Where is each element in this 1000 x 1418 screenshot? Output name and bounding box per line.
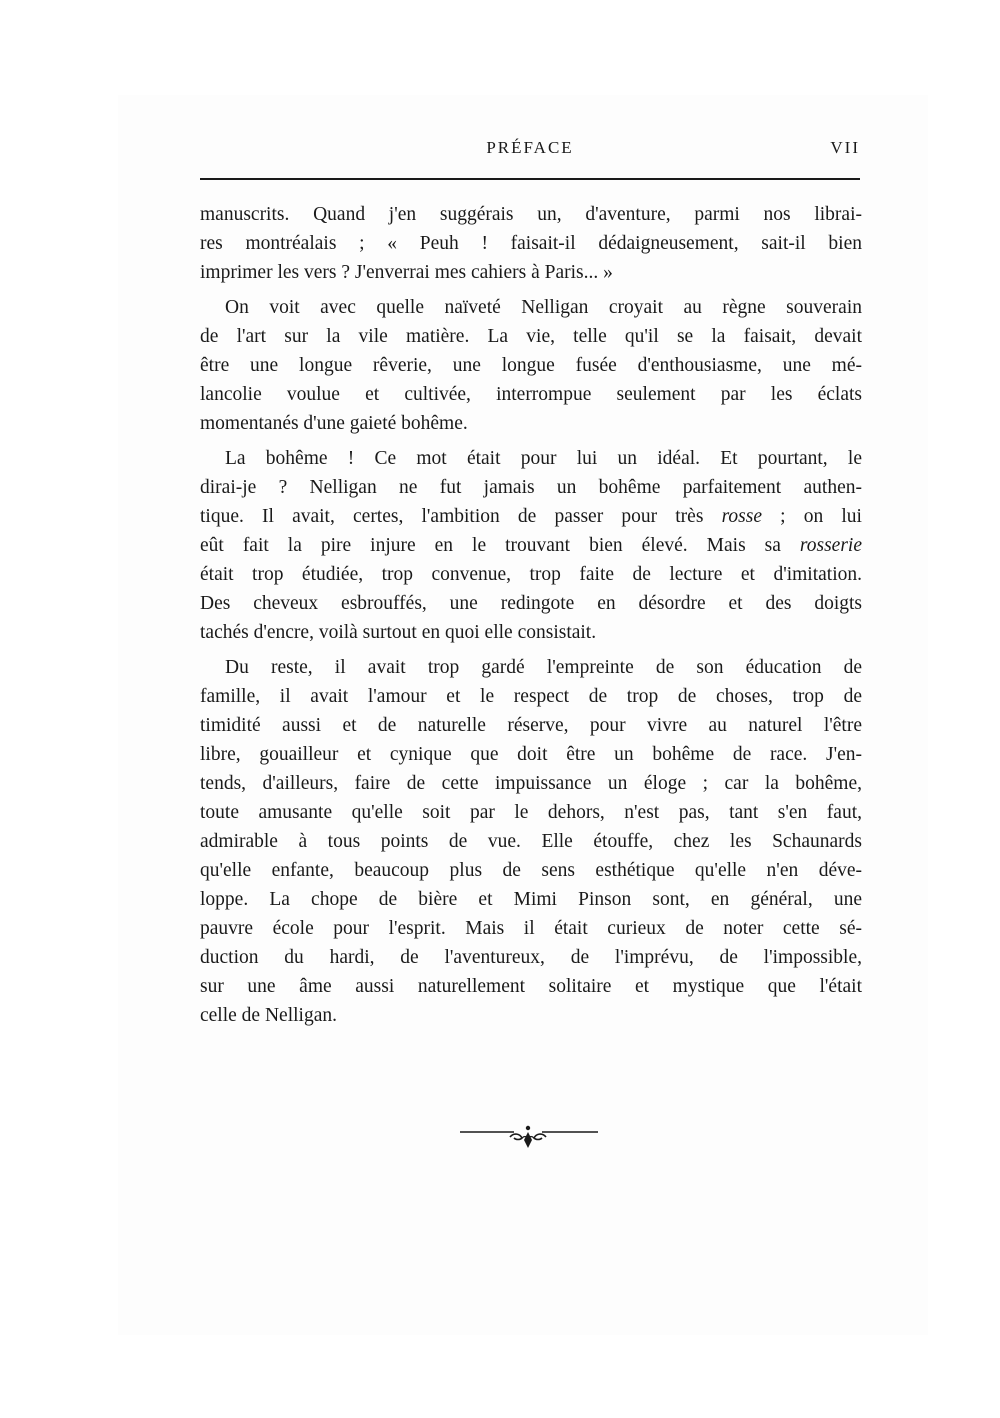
- text-line: res montréalais ; « Peuh ! faisait-il dédaigneusement, sait-il bien: [200, 233, 862, 254]
- text-line: toute amusante qu'elle soit par le dehors, n'est pas, tant s'en faut,: [200, 802, 862, 823]
- text-line: dirai-je ? Nelligan ne fut jamais un bohême parfaitement authen-: [200, 477, 862, 498]
- text-line: famille, il avait l'amour et le respect de trop de choses, trop de: [200, 686, 862, 707]
- text-line: timidité aussi et de naturelle réserve, pour vivre au naturel l'être: [200, 715, 862, 736]
- text-line: lancolie voulue et cultivée, interrompue seulement par les éclats: [200, 384, 862, 405]
- text-line: être une longue rêverie, une longue fusée d'enthousiasme, une mé-: [200, 355, 862, 376]
- text-line: sur une âme aussi naturellement solitaire et mystique que l'était: [200, 976, 862, 997]
- text-line: celle de Nelligan.: [200, 1005, 337, 1026]
- text-line: duction du hardi, de l'aventureux, de l'imprévu, de l'impossible,: [200, 947, 862, 968]
- text-line: tends, d'ailleurs, faire de cette impuissance un éloge ; car la bohême,: [200, 773, 862, 794]
- text-line: On voit avec quelle naïveté Nelligan croyait au règne souverain: [225, 297, 862, 318]
- text-line: Des cheveux esbrouffés, une redingote en désordre et des doigts: [200, 593, 862, 614]
- paragraph-2: [200, 293, 862, 438]
- text-line: admirable à tous points de vue. Elle étouffe, chez les Schaunards: [200, 831, 862, 852]
- text-line: La bohême ! Ce mot était pour lui un idéal. Et pourtant, le: [225, 448, 862, 469]
- text-line: Du reste, il avait trop gardé l'empreinte de son éducation de: [225, 657, 862, 678]
- text-line: loppe. La chope de bière et Mimi Pinson sont, en général, une: [200, 889, 862, 910]
- running-title: PRÉFACE: [486, 138, 574, 157]
- paragraph-3: [200, 444, 862, 647]
- text-line: tachés d'encre, voilà surtout en quoi elle consistait.: [200, 622, 597, 643]
- tailpiece-fleuron-icon: [458, 1120, 600, 1156]
- text-line: de l'art sur la vile matière. La vie, telle qu'il se la faisait, devait: [200, 326, 862, 347]
- text-line: imprimer les vers ? J'enverrai mes cahiers à Paris... »: [200, 262, 613, 283]
- paragraph-1: [200, 200, 862, 287]
- body-text: [200, 200, 862, 1036]
- text-line: libre, gouailleur et cynique que doit être un bohême de race. J'en-: [200, 744, 862, 765]
- header-rule: [200, 178, 860, 180]
- page-number: VII: [830, 138, 860, 157]
- running-head: [200, 136, 860, 164]
- text-line: manuscrits. Quand j'en suggérais un, d'aventure, parmi nos librai-: [200, 204, 862, 225]
- text-line: eût fait la pire injure en le trouvant bien élevé. Mais sa rosserie: [200, 535, 862, 556]
- text-line: était trop étudiée, trop convenue, trop faite de lecture et d'imitation.: [200, 564, 862, 585]
- text-line: tique. Il avait, certes, l'ambition de passer pour très rosse ; on lui: [200, 506, 862, 527]
- text-line: momentanés d'une gaieté bohême.: [200, 413, 468, 434]
- text-line: qu'elle enfante, beaucoup plus de sens esthétique qu'elle n'en déve-: [200, 860, 862, 881]
- text-line: pauvre école pour l'esprit. Mais il était curieux de noter cette sé-: [200, 918, 862, 939]
- paragraph-4: [200, 653, 862, 1030]
